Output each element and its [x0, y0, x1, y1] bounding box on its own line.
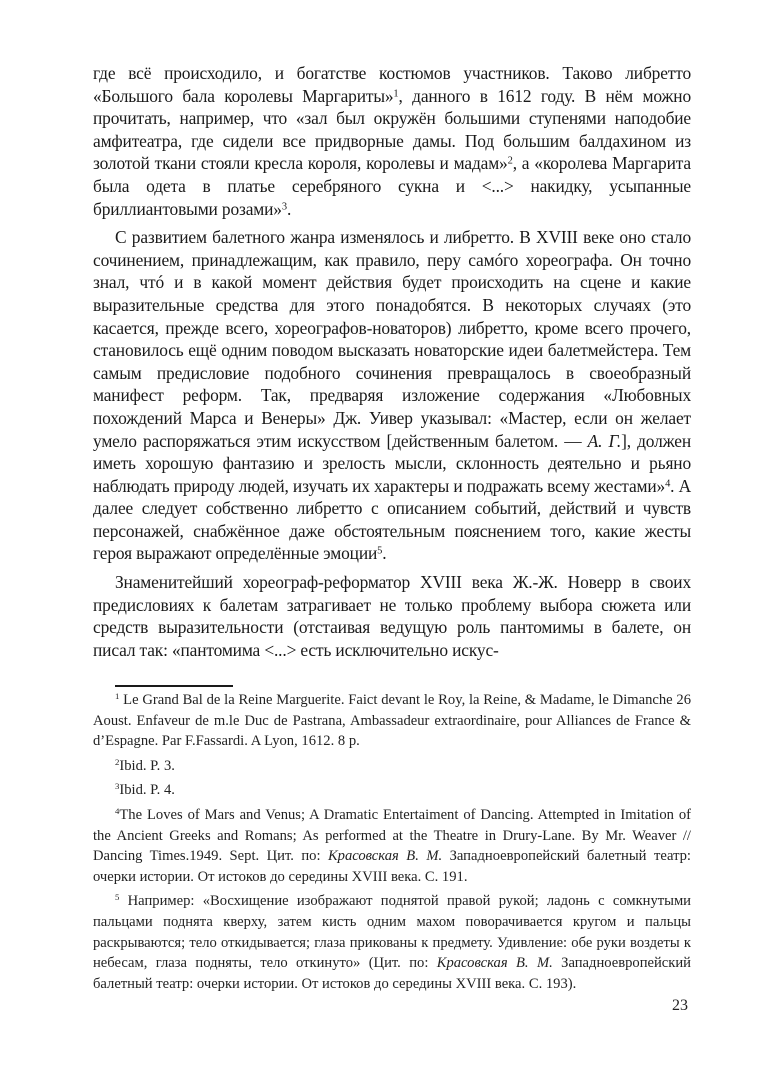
paragraph-3: Знаменитейший хореограф-реформатор XVIII века Ж.-Ж. Новерр в своих предисловиях к балетам затрагивает не только проблему выбора сюжета или средств выразительности (отстаивая ведущую роль пантомимы в балете, он писал так: «пантомима <...> есть исключительно искус- — [93, 572, 691, 660]
footnote-ref-2[interactable]: 2 — [507, 155, 513, 167]
footnote-text: Западноевропейский балетный театр: очерки истории. От истоков до середины XVIII века. С. 193). — [93, 955, 691, 992]
page-number: 23 — [672, 997, 688, 1014]
footnotes — [93, 690, 691, 998]
footnote-separator — [115, 685, 233, 687]
footnote-ref-1[interactable]: 1 — [393, 87, 399, 99]
footnote-text: The Loves of Mars and Venus; A Dramatic Entertaiment of Dancing. Attempted in Imitation of the Ancient Greeks and Romans; As performed at the Theatre in Drury-Lane. By Mr. Weaver // Dancing Times.1949. Sept. Цит. по: — [93, 806, 691, 865]
footnote-text: Например: «Восхищение изображают поднятой правой рукой; ладонь с сомкнутыми пальцами поднята кверху, затем кисть одним махом поворачивается кругом и пальцы раскрываются; тело откидывается; глаза прикованы к предмету. Удивление: обе руки воздеты к небесам, глаза подняты, тело откинуто» (Цит. по: — [93, 893, 691, 972]
footnote-1 — [93, 690, 691, 752]
main-text — [93, 62, 691, 661]
paragraph-text: где всё происходило, и богатстве костюмов участников. Таково либретто «Большого бала королевы Маргариты» — [93, 63, 691, 106]
author-initials: А. Г. — [587, 430, 622, 451]
footnote-ref-5[interactable]: 5 — [377, 545, 383, 557]
paragraph-1 — [93, 62, 691, 220]
paragraph-text: , а «королева Маргарита была одета в платье серебряного сукна и <...> накидку, усыпанные бриллиантовыми розами» — [93, 153, 691, 219]
paragraph-2 — [93, 226, 691, 565]
paragraph-text: ], должен иметь хорошую фантазию и зрелость мысли, склонность деятельно и рьяно наблюдать природу людей, изучать их характеры и подражать всему жестами» — [93, 430, 691, 496]
footnote-text: Западноевропейский балетный театр: очерки истории. От истоков до середины XVIII века. С. 191. — [93, 848, 691, 885]
footnote-2 — [93, 756, 691, 777]
paragraph-text: С развитием балетного жанра изменялось и либретто. В XVIII веке оно стало сочинением, принадлежащим, как правило, перу самóго хореографа. Он точно знал, чтó и в какой момент действия будет происходить на сцене и какие выразительные средства для этого понадобятся. В некоторых случаях (это касается, прежде всего, хореографов-новаторов) либретто, кроме всего прочего, становилось ещё одним поводом высказать новаторские идеи балетмейстера. Тем самым предисловие подобного сочинения превращалось в своеобразный манифест реформ. Так, предваряя изложение содержания «Любовных похождений Марса и Венеры» Дж. Уивер указывал: «Мастер, если он желает умело распоряжаться этим искусством [действенным балетом. — — [93, 227, 691, 451]
footnote-number: 1 — [115, 691, 120, 702]
footnote-3 — [93, 780, 691, 801]
cited-author: Красовская В. М. — [327, 848, 443, 865]
footnote-number: 3 — [115, 781, 120, 792]
footnote-4 — [93, 805, 691, 887]
footnote-ref-4[interactable]: 4 — [665, 477, 671, 489]
paragraph-text: , данного в 1612 году. В нём можно прочитать, например, что «зал был окружён большими ступенями наподобие амфитеатра, где сидели все придворные дамы. Под большим балдахином из золотой ткани стояли кресла короля, королевы и мадам» — [93, 85, 691, 174]
footnote-text: Ibid. P. 4. — [119, 782, 175, 799]
footnote-ref-3[interactable]: 3 — [281, 200, 287, 212]
paragraph-text: . — [382, 543, 387, 564]
footnote-5 — [93, 891, 691, 994]
paragraph-text: . — [286, 198, 292, 219]
footnote-number: 2 — [115, 756, 120, 767]
footnote-text: Ibid. P. 3. — [119, 757, 175, 774]
footnote-text: Le Grand Bal de la Reine Marguerite. Faict devant le Roy, la Reine, & Madame, le Dimanche 26 Aoust. Enfaveur de m.le Duc de Pastrana, Ambassadeur extraordinaire, pour Alliances de France & d’Espagne. Par F.Fassardi. A Lyon, 1612. 8 p. — [93, 692, 691, 750]
cited-author: Красовская В. М. — [436, 955, 553, 972]
paragraph-text: . А далее следует собственно либретто с описанием событий, действий и чувств персонажей, снабжённое даже обстоятельным пояснением того, какие жесты героя выражают определённые эмоции — [93, 475, 691, 564]
footnote-number: 5 — [115, 892, 120, 903]
footnote-number: 4 — [115, 806, 120, 817]
